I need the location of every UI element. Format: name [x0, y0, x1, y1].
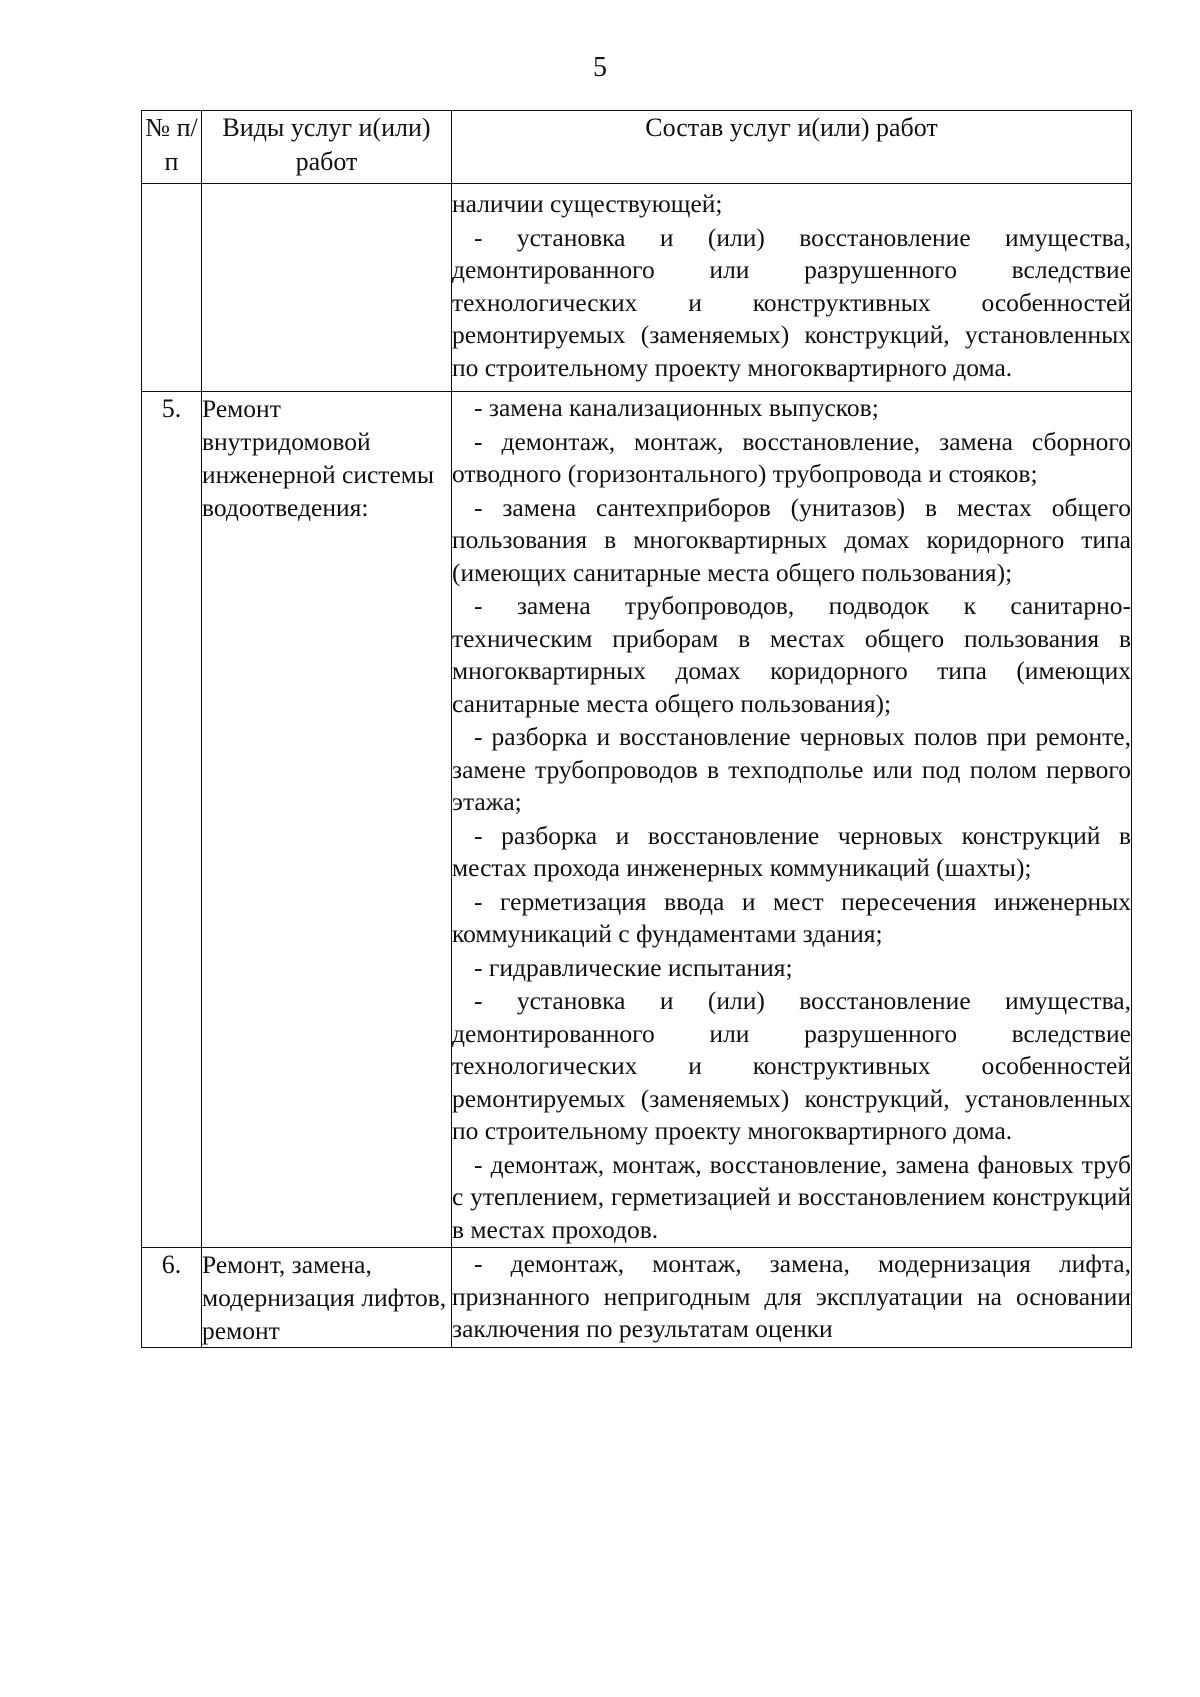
table-row-6 — [142, 1248, 1132, 1348]
page-number: 5 — [593, 52, 607, 83]
composition-item: наличии существующей; — [452, 189, 723, 218]
header-number: № п/п — [142, 111, 202, 184]
row-service-type: Ремонт внутридомовой инженерной системы водоотведения: — [202, 392, 452, 1248]
row-number — [142, 184, 202, 392]
table-row-continuation — [142, 184, 1132, 392]
composition-item: - замена трубопроводов, подводок к санитарно-техническим приборам в местах общего пользования в многоквартирных домах коридорного типа (имеющих санитарные места общего пользования); — [452, 591, 1131, 718]
table-header-row — [142, 111, 1132, 184]
row-service-type: Ремонт, замена, модернизация лифтов, ремонт — [202, 1248, 452, 1348]
services-table — [141, 110, 1132, 1348]
composition-item: - замена сантехприборов (унитазов) в местах общего пользования в многоквартирных домах коридорного типа (имеющих санитарные места общего пользования); — [452, 492, 1131, 587]
composition-item: - демонтаж, монтаж, восстановление, замена фановых труб с утеплением, герметизацией и восстановлением конструкций в местах проходов. — [452, 1149, 1131, 1244]
table-row-5 — [142, 392, 1132, 1248]
row-composition — [452, 1248, 1132, 1348]
composition-item: - установка и (или) восстановление имущества, демонтированного или разрушенного вследствие технологических и конструктивных особенностей ремонтируемых (заменяемых) конструкций, установленных по строительному проекту многоквартирного дома. — [452, 986, 1131, 1145]
header-composition: Состав услуг и(или) работ — [452, 111, 1132, 184]
composition-item: - герметизация ввода и мест пересечения инженерных коммуникаций с фундаментами здания; — [452, 886, 1131, 948]
row-composition — [452, 392, 1132, 1248]
row-number: 6. — [142, 1248, 202, 1348]
composition-item: - демонтаж, монтаж, восстановление, замена сборного отводного (горизонтального) трубопровода и стояков; — [452, 426, 1131, 488]
composition-item: - замена канализационных выпусков; — [474, 393, 879, 422]
row-service-type — [202, 184, 452, 392]
header-service-type: Виды услуг и(или) работ — [202, 111, 452, 184]
row-composition — [452, 184, 1132, 392]
composition-item: - гидравлические испытания; — [474, 952, 793, 982]
composition-item: - демонтаж, монтаж, замена, модернизация лифта, признанного непригодным для эксплуатации на основании заключения по результатам оценки — [452, 1249, 1131, 1343]
composition-item: - разборка и восстановление черновых конструкций в местах прохода инженерных коммуникаций (шахты); — [452, 820, 1131, 882]
composition-item: - разборка и восстановление черновых полов при ремонте, замене трубопроводов в техподполье или под полом первого этажа; — [452, 722, 1131, 816]
row-number: 5. — [142, 392, 202, 1248]
composition-item: - установка и (или) восстановление имущества, демонтированного или разрушенного вследствие технологических и конструктивных особенностей ремонтируемых (заменяемых) конструкций, установленных по строительному проекту многоквартирного дома. — [452, 222, 1131, 382]
